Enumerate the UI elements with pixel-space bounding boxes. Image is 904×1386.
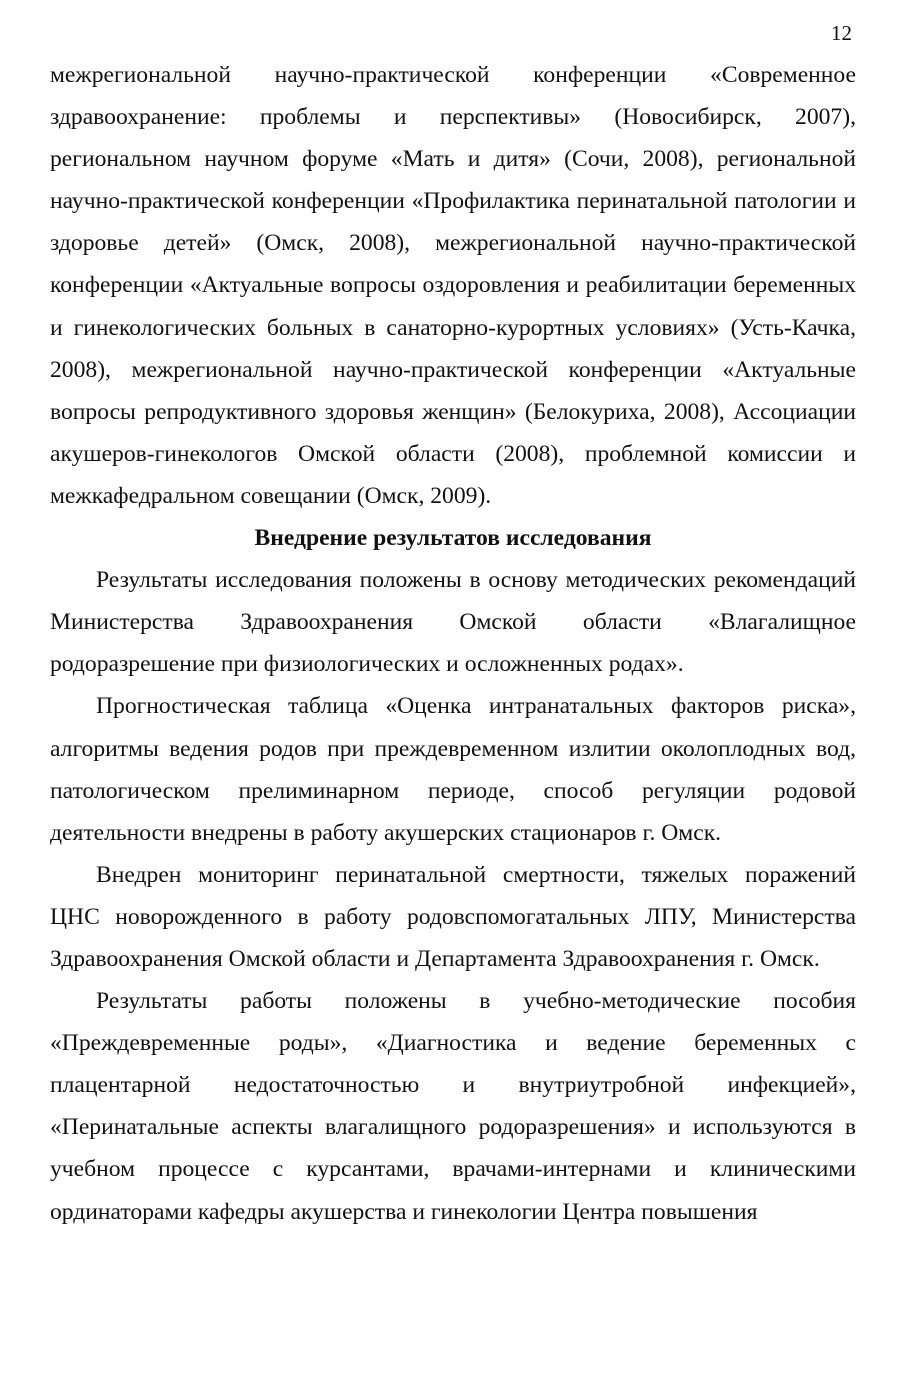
- paragraph-prognostic-table: Прогностическая таблица «Оценка интранатальных факторов риска», алгоритмы ведения родов при преждевременном излитии околоплодных вод, патологическом прелиминарном периоде, способ регуляции родовой деятельности внедрены в работу акушерских стационаров г. Омск.: [50, 693, 856, 846]
- paragraph-monitoring: Внедрен мониторинг перинатальной смертности, тяжелых поражений ЦНС новорожденного в работу родовспомогатальных ЛПУ, Министерства Здравоохранения Омской области и Департамента Здравоохранения г. Омск.: [50, 861, 856, 972]
- document-body: [50, 54, 856, 1233]
- paragraph-conferences: межрегиональной научно-практической конференции «Современное здравоохранение: проблемы и перспективы» (Новосибирск, 2007), региональном научном форуме «Мать и дитя» (Сочи, 2008), региональной научно-практической конференции «Профилактика перинатальной патологии и здоровье детей» (Омск, 2008), межрегиональной научно-практической конференции «Актуальные вопросы оздоровления и реабилитации беременных и гинекологических больных в санаторно-курортных условиях» (Усть-Качка, 2008), межрегиональной научно-практической конференции «Актуальные вопросы репродуктивного здоровья женщин» (Белокуриха, 2008), Ассоциации акушеров-гинекологов Омской области (2008), проблемной комиссии и межкафедральном совещании (Омск, 2009).: [50, 62, 856, 509]
- section-heading: Внедрение результатов исследования: [254, 525, 652, 552]
- page-number: 12: [831, 21, 852, 45]
- paragraph-teaching-materials: Результаты работы положены в учебно-методические пособия «Преждевременные роды», «Диагностика и ведение беременных с плацентарной недостаточностью и внутриутробной инфекцией», «Перинатальные аспекты влагалищного родоразрешения» и используются в учебном процессе с курсантами, врачами-интернами и клиническими ординаторами кафедры акушерства и гинекологии Центра повышения: [50, 988, 856, 1225]
- paragraph-recommendations: Результаты исследования положены в основу методических рекомендаций Министерства Здравоохранения Омской области «Влагалищное родоразрешение при физиологических и осложненных родах».: [50, 567, 856, 678]
